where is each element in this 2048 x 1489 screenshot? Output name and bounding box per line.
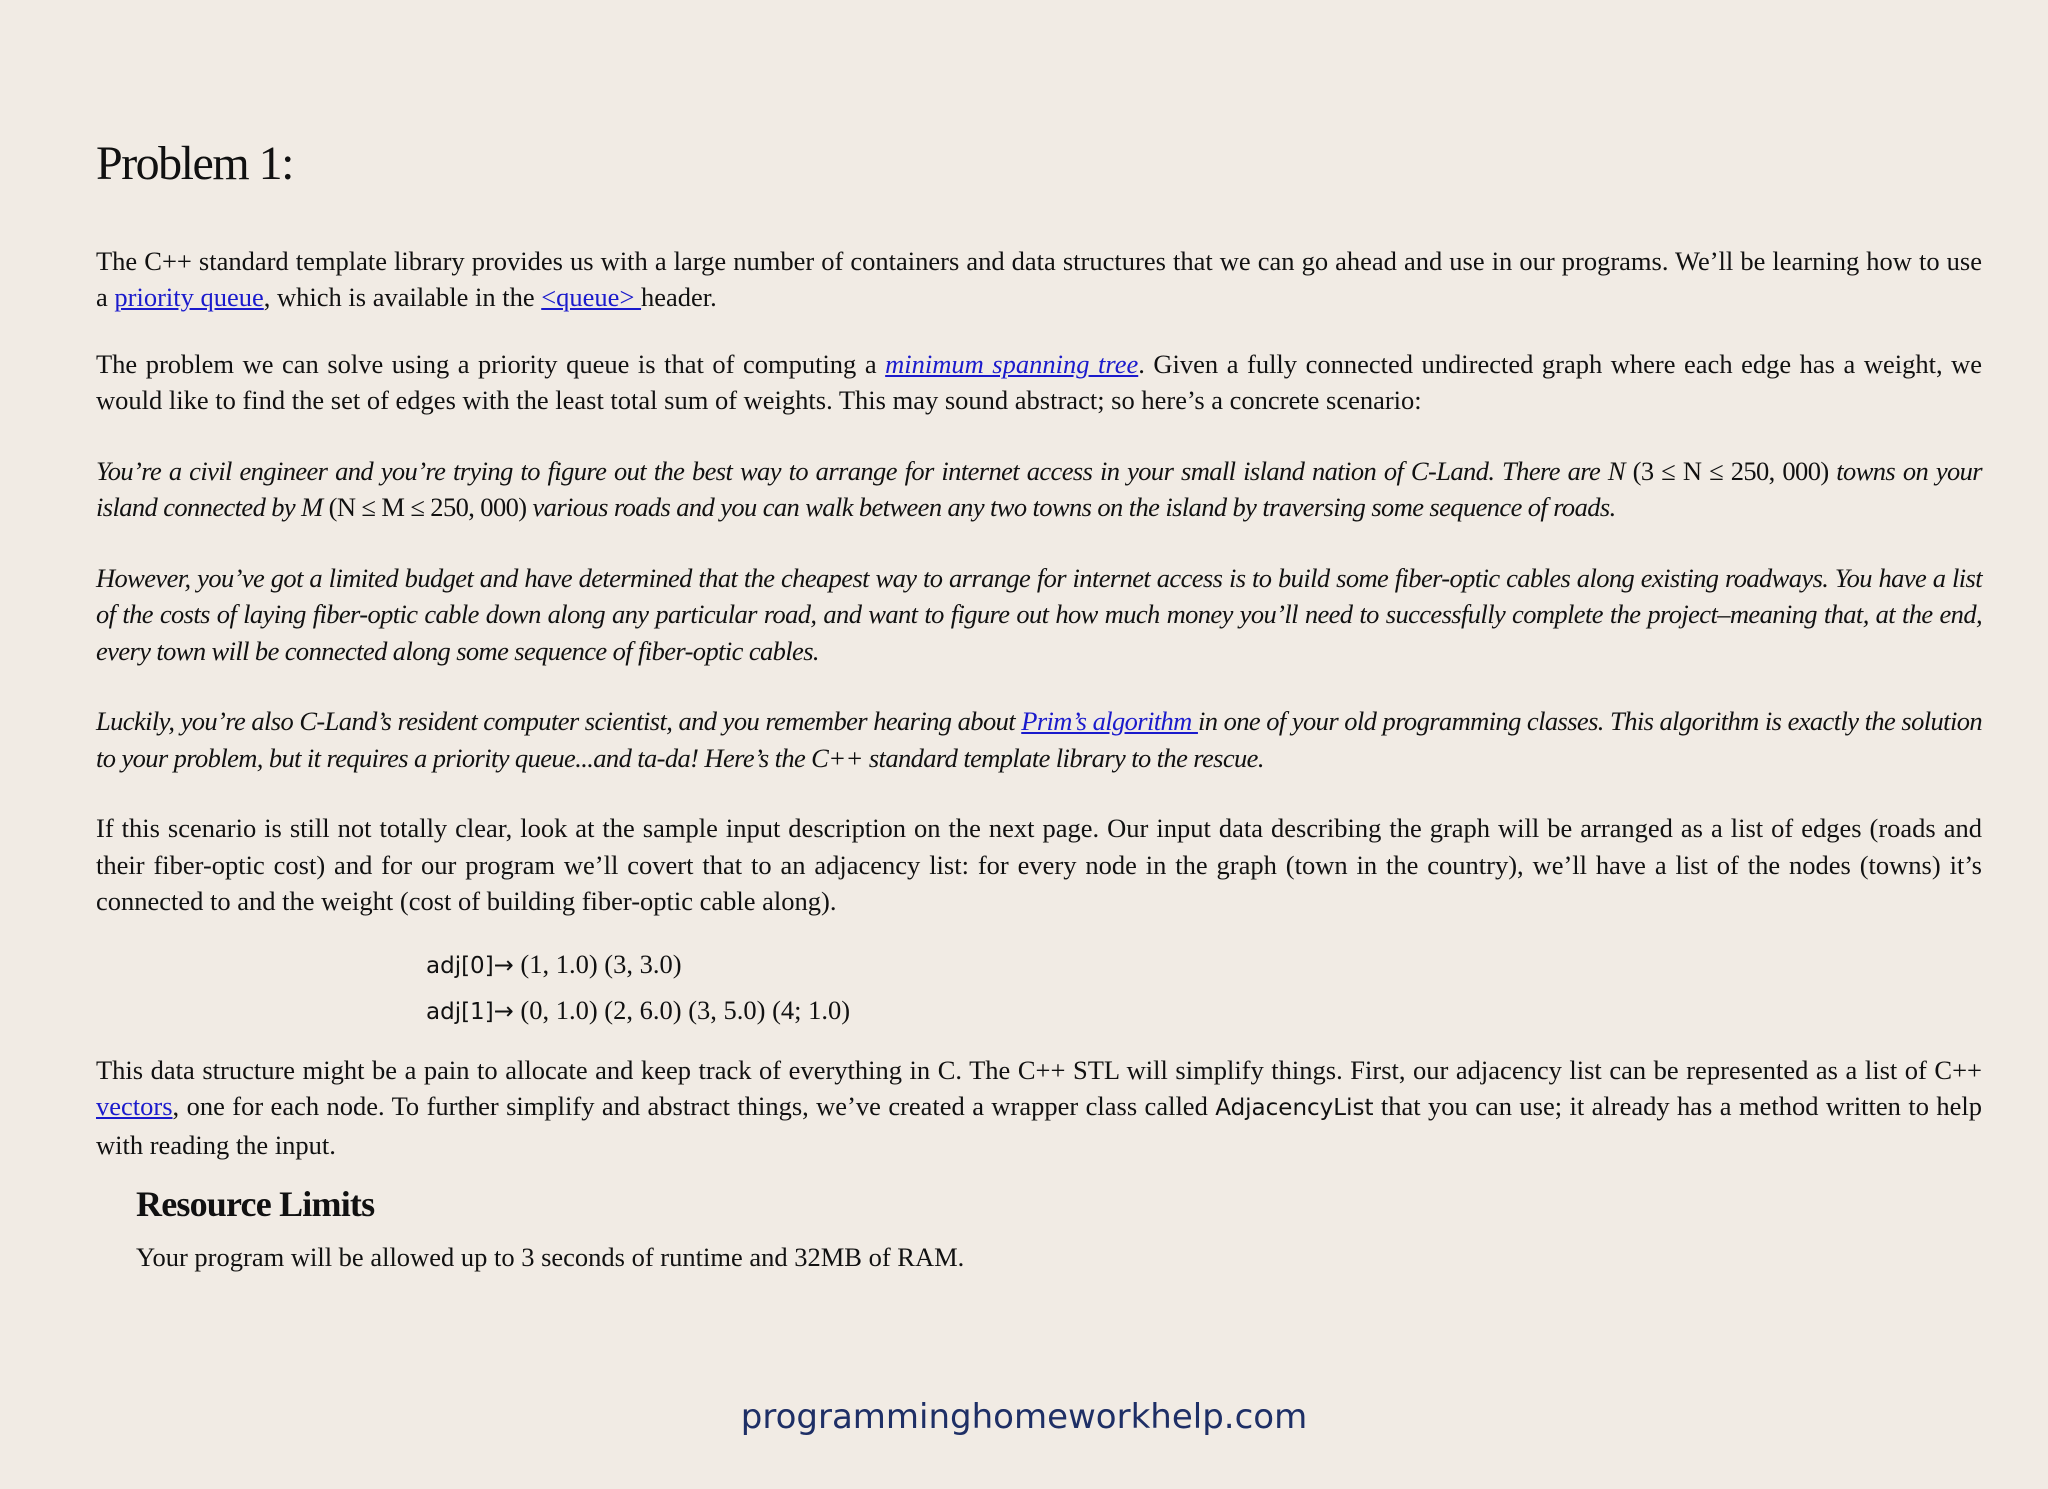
prims-paragraph [96,703,1982,776]
right-arrow-icon: → [493,996,514,1025]
adjacency-list-class-code: AdjacencyList [1215,1095,1374,1122]
adjacency-row [426,942,1982,988]
right-arrow-icon: → [493,950,514,979]
prims-text-2: in one of your old programming classes. This algorithm is exactly the solution to your problem, but it requires a priority queue...and ta-da! Here’s the C++ standard template library to the rescue. [96,706,1983,773]
minimum-spanning-tree-link[interactable]: minimum spanning tree [885,348,1139,379]
stl-text-3: that you can use; it already has a method written to help with reading the input. [96,1091,1982,1160]
intro-text-3: header. [641,282,717,313]
resource-limits-text: Your program will be allowed up to 3 seconds of runtime and 32MB of RAM. [136,1242,965,1273]
stl-paragraph [96,1052,1982,1164]
adjacency-entries: (0, 1.0) (2, 6.0) (3, 5.0) (4; 1.0) [520,994,851,1025]
page-title: Problem 1: [96,137,293,190]
vectors-link[interactable]: vectors [96,1091,173,1122]
stl-text-1: This data structure might be a pain to allocate and keep track of everything in C. The C++ STL will simplify things. First, our adjacency list can be represented as a list of C++ [96,1054,1982,1085]
towns-range-math: (3 ≤ N ≤ 250, 000) [1632,455,1829,486]
intro-text-1: The C++ standard template library provides us with a large number of containers and data structures that we can go ahead and use in our programs. We’ll be learning how to use a [96,245,1982,313]
adjacency-explanation-paragraph: If this scenario is still not totally clear, look at the sample input description on the next page. Our input data describing the graph will be arranged as a list of edges (roads and their fiber-optic cost) and for our program we’ll covert that to an adjacency list: for every node in the graph (town in the country), we’ll have a list of the nodes (towns) it’s connected to and the weight (cost of building fiber-optic cable along). [96,813,1982,917]
stl-text-2: , one for each node. To further simplify and abstract things, we’ve created a wrapper class called [172,1091,1216,1122]
adjacency-list-example [426,942,1982,1034]
problem-paragraph [96,346,1982,419]
adjacency-label: adj[1] [426,998,494,1025]
roads-range-math: (N ≤ M ≤ 250, 000) [328,492,527,523]
problem-text-1: The problem we can solve using a priority queue is that of computing a [96,348,886,379]
intro-text-2: , which is available in the [263,282,542,313]
document-body [96,138,1982,1276]
resource-limits-heading: Resource Limits [136,1184,375,1225]
scenario-text-2: towns on your island connected by M [96,455,1983,523]
queue-header-link[interactable]: <queue> [541,282,642,313]
scenario-text-3: various roads and you can walk between any two towns on the island by traversing some sequence of roads. [526,492,1616,523]
prims-text-1: Luckily, you’re also C-Land’s resident computer scientist, and you remember hearing about [96,706,1022,737]
resource-limits-section [136,1183,1982,1276]
problem-text-2: . Given a fully connected undirected graph where each edge has a weight, we would like to find the set of edges with the least total sum of weights. This may sound abstract; so here’s a concrete scenario: [96,348,1982,416]
footer-watermark: programminghomeworkhelp.com [740,1397,1308,1437]
adjacency-label: adj[0] [426,952,494,979]
prims-algorithm-link[interactable]: Prim’s algorithm [1021,706,1198,737]
adjacency-row [426,988,1982,1034]
scenario-text-1: You’re a civil engineer and you’re trying to figure out the best way to arrange for internet access in your small island nation of C-Land. There are N [96,455,1633,486]
scenario-paragraph [96,453,1982,526]
adjacency-entries: (1, 1.0) (3, 3.0) [520,948,682,979]
budget-paragraph: However, you’ve got a limited budget and have determined that the cheapest way to arrange for internet access is to build some fiber-optic cables along existing roadways. You have a list of the costs of laying fiber-optic cable down along any particular road, and want to figure out how much money you’ll need to successfully complete the project–meaning that, at the end, every town will be connected along some sequence of fiber-optic cables. [96,562,1982,666]
priority-queue-link[interactable]: priority queue [114,282,264,313]
intro-paragraph [96,243,1982,316]
